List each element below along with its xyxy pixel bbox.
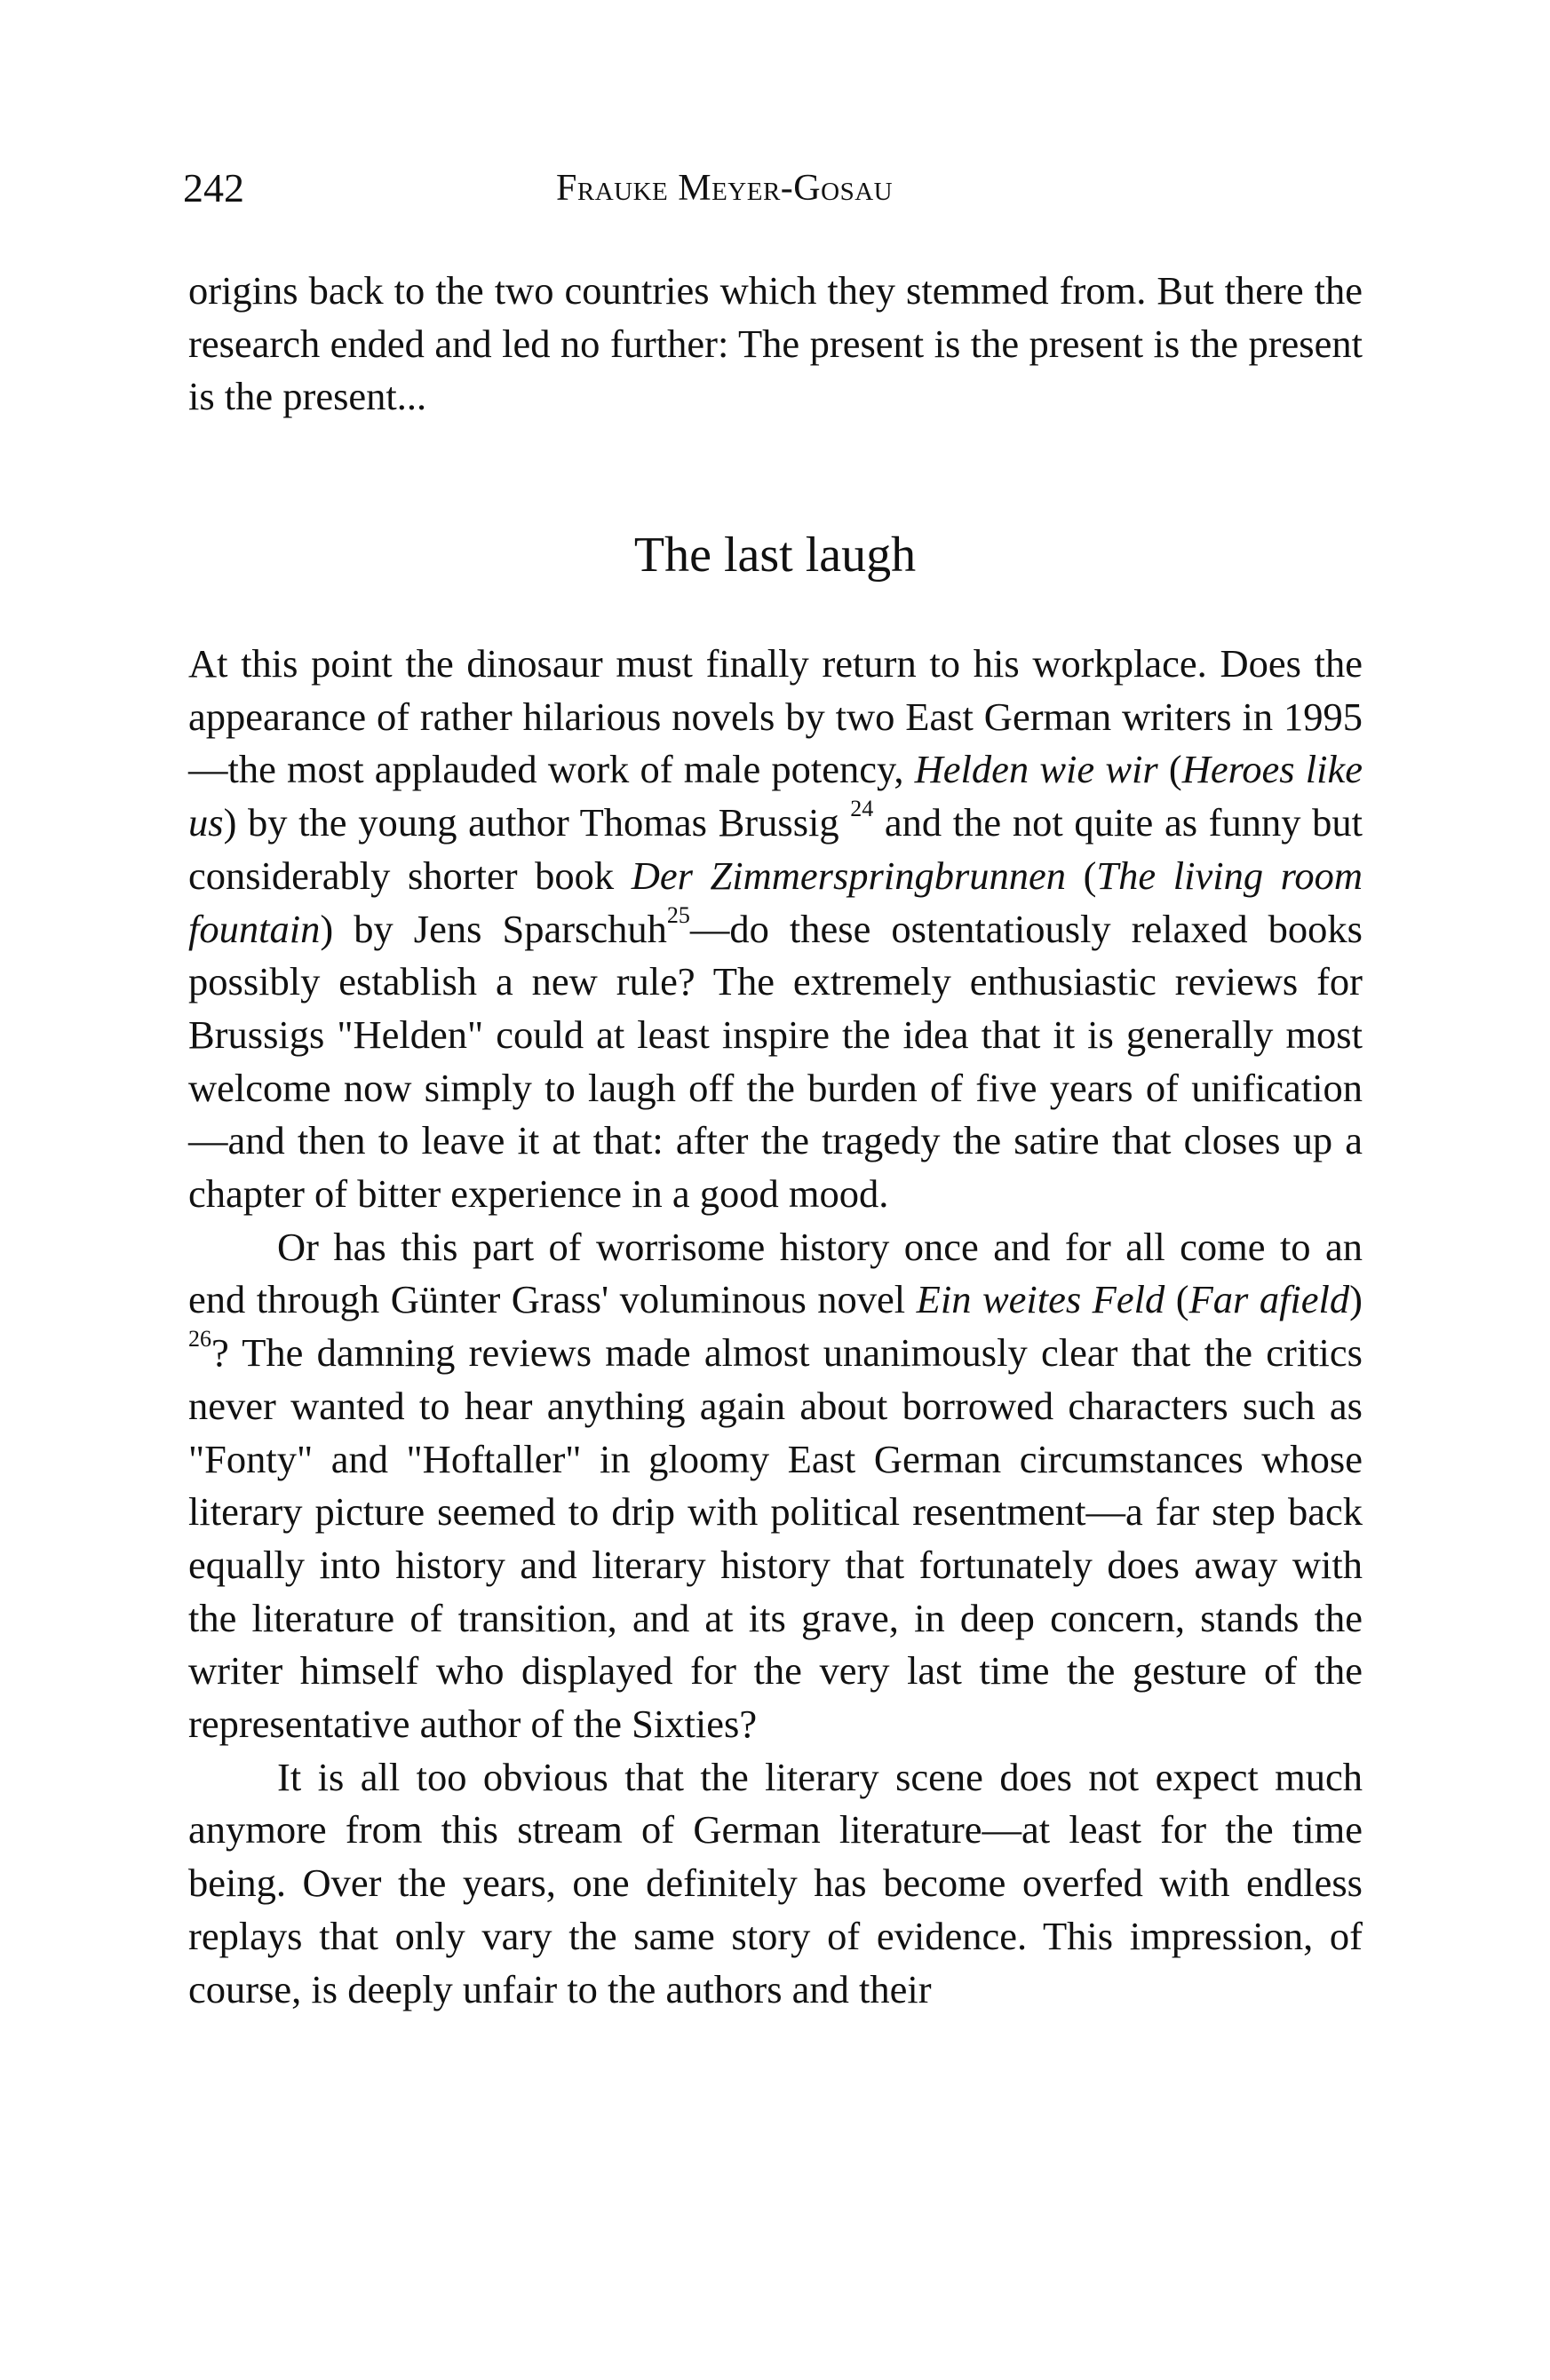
footnote-reference: 26 <box>188 1326 211 1353</box>
running-title: Frauke Meyer-Gosau <box>556 168 894 209</box>
paragraph-3: It is all too obvious that the literary scene does not expect much anymore from this stream of German literature—at least for the time being. Over the years, one definitely has become overfed with endless replays that only vary the same story of evidence. This impression, of course, is deeply unfair to the authors and their <box>188 1754 1363 2011</box>
book-title-translation: Heroes like us <box>188 747 1363 845</box>
footnote-reference: 24 <box>850 796 874 822</box>
book-title-translation: The living room fountain <box>188 853 1363 951</box>
paragraph-text: origins back to the two countries which they stemmed from. But there the research ended and led no further: The present is the present is the present is the present... <box>188 268 1363 419</box>
paragraph-2: Or has this part of worrisome history once and for all come to an end through Günter Grass' voluminous novel Ein weites Feld (Far afield) $^{26}$? The damning reviews made almost unanimously clear that the critics never wanted to hear anything again about borrowed characters such as "Fonty" and "Hoftaller" in gloomy East German circumstances whose literary picture seemed to drip with political resentment—a far step back equally into history and literary history that fortunately does away with the literature of transition, and at its grave, in deep concern, stands the writer himself who displayed for the very last time the gesture of the representative author of the Sixties? <box>188 1224 1363 1747</box>
book-title: Ein weites Feld <box>916 1277 1165 1322</box>
book-title: Helden wie wir <box>914 747 1158 792</box>
running-head <box>183 162 1373 215</box>
section-body <box>188 638 1363 2016</box>
footnote-reference: 25 <box>666 901 690 928</box>
paragraph-1: At this point the dinosaur must finally return to his workplace. Does the appearance of rather hilarious novels by two East German writers in 1995—the most applauded work of male potency, Helden wie wir (Heroes like us) by the young author Thomas Brussig $^{24}$ and the not quite as funny but considerably shorter book Der Zimmerspringbrunnen (The living room fountain) by Jens Sparschuh$^{25}$—do these ostentatiously relaxed books possibly establish a new rule? The extremely enthusiastic reviews for Brussigs "Helden" could at least inspire the idea that it is generally most welcome now simply to laugh off the burden of five years of unification—and then to leave it at that: after the tragedy the satire that closes up a chapter of bitter experience in a good mood. <box>188 641 1363 1217</box>
page-number: 242 <box>183 165 244 210</box>
section-heading: The last laugh <box>633 528 917 583</box>
book-title: Der Zimmerspringbrunnen <box>631 853 1067 898</box>
book-title-translation: Far afield <box>1188 1277 1350 1322</box>
continued-paragraph <box>188 265 1363 424</box>
